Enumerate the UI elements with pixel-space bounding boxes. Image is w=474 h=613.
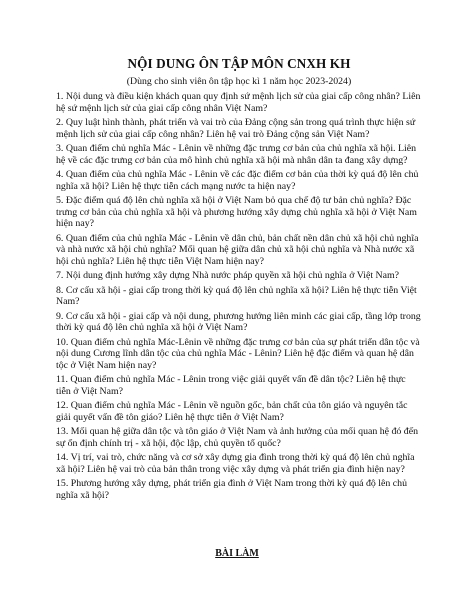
- answer-heading: BÀI LÀM: [215, 548, 259, 559]
- question-item: 8. Cơ cấu xã hội - giai cấp trong thời kỳ quá độ lên chủ nghĩa xã hội? Liên hệ thực tiễn Việt Nam?: [56, 284, 417, 308]
- question-item: 5. Đặc điểm quá độ lên chủ nghĩa xã hội ở Việt Nam bỏ qua chế độ tư bản chủ nghĩa? Đặc trưng cơ bản của chủ nghĩa xã hội và phương hướng xây dựng chủ nghĩa xã hội ở Việt Nam hiện nay?: [56, 195, 417, 230]
- question-item: 3. Quan điểm chủ nghĩa Mác - Lênin về những đặc trưng cơ bản của chủ nghĩa xã hội. Liên hệ về các đặc trưng cơ bản của mô hình chủ nghĩa xã hội mà nhân dân ta đang xây dựng?: [56, 143, 417, 166]
- question-item: 10. Quan điểm chủ nghĩa Mác-Lênin về những đặc trưng cơ bản của sự phát triển dân tộc và nội dung Cương lĩnh dân tộc của chủ nghĩa Mác - Lênin? Liên hệ đặc điểm và quan hệ dân tộc ở Việt Nam hiện nay?: [56, 336, 420, 372]
- question-item: 11. Quan điểm chủ nghĩa Mác - Lênin trong việc giải quyết vấn đề dân tộc? Liên hệ thực tiễn ở Việt Nam?: [56, 374, 406, 398]
- question-list: [56, 91, 422, 502]
- question-item: 6. Quan điểm của chủ nghĩa Mác - Lênin về dân chủ, bản chất nền dân chủ xã hội chủ nghĩa và nhà nước xã hội chủ nghĩa? Mối quan hệ giữa dân chủ xã hội chủ nghĩa và Nhà nước xã hội chủ nghĩa? Liên hệ thực tiễn Việt Nam hiện nay?: [56, 232, 419, 268]
- document-title: NỘI DUNG ÔN TẬP MÔN CNXH KH: [127, 56, 351, 71]
- question-item: 1. Nội dung và điều kiện khách quan quy định sứ mệnh lịch sử của giai cấp công nhân? Liên hệ sứ mệnh lịch sử của giai cấp công nhân Việt Nam?: [56, 91, 421, 114]
- question-item: 13. Mối quan hệ giữa dân tộc và tôn giáo ở Việt Nam và ảnh hưởng của mối quan hệ đó đến sự ổn định chính trị - xã hội, độc lập, chủ quyền tổ quốc?: [56, 426, 419, 450]
- question-item: 4. Quan điểm của chủ nghĩa Mác - Lênin về các đặc điểm cơ bản của thời kỳ quá độ lên chủ nghĩa xã hội? Liên hệ thực tiễn cách mạng nước ta hiện nay?: [56, 169, 419, 192]
- question-item: 14. Vị trí, vai trò, chức năng và cơ sở xây dựng gia đình trong thời kỳ quá độ lên chủ nghĩa xã hội? Liên hệ vai trò của bản thân trong việc xây dựng và phát triển gia đình hiện nay?: [56, 452, 415, 476]
- document-page: [56, 56, 422, 504]
- question-item: 7. Nội dung định hướng xây dựng Nhà nước pháp quyền xã hội chủ nghĩa ở Việt Nam?: [56, 270, 400, 282]
- question-item: 12. Quan điểm chủ nghĩa Mác - Lênin về nguồn gốc, bản chất của tôn giáo và nguyên tắc giải quyết vấn đề tôn giáo? Liên hệ thực tiễn ở Việt Nam?: [56, 400, 408, 424]
- question-item: 9. Cơ cấu xã hội - giai cấp và nội dung, phương hướng liên minh các giai cấp, tầng lớp trong thời kỳ quá độ lên chủ nghĩa xã hội ở Việt Nam?: [56, 310, 421, 334]
- document-subtitle: (Dùng cho sinh viên ôn tập học kì 1 năm học 2023-2024): [126, 76, 352, 87]
- question-item: 15. Phương hướng xây dựng, phát triển gia đình ở Việt Nam trong thời kỳ quá độ lên chủ nghĩa xã hội?: [56, 478, 408, 502]
- question-item: 2. Quy luật hình thành, phát triển và vai trò của Đảng cộng sản trong quá trình thực hiện sứ mệnh lịch sử của giai cấp công nhân? Liên hệ vai trò Đảng cộng sản Việt Nam?: [56, 117, 416, 140]
